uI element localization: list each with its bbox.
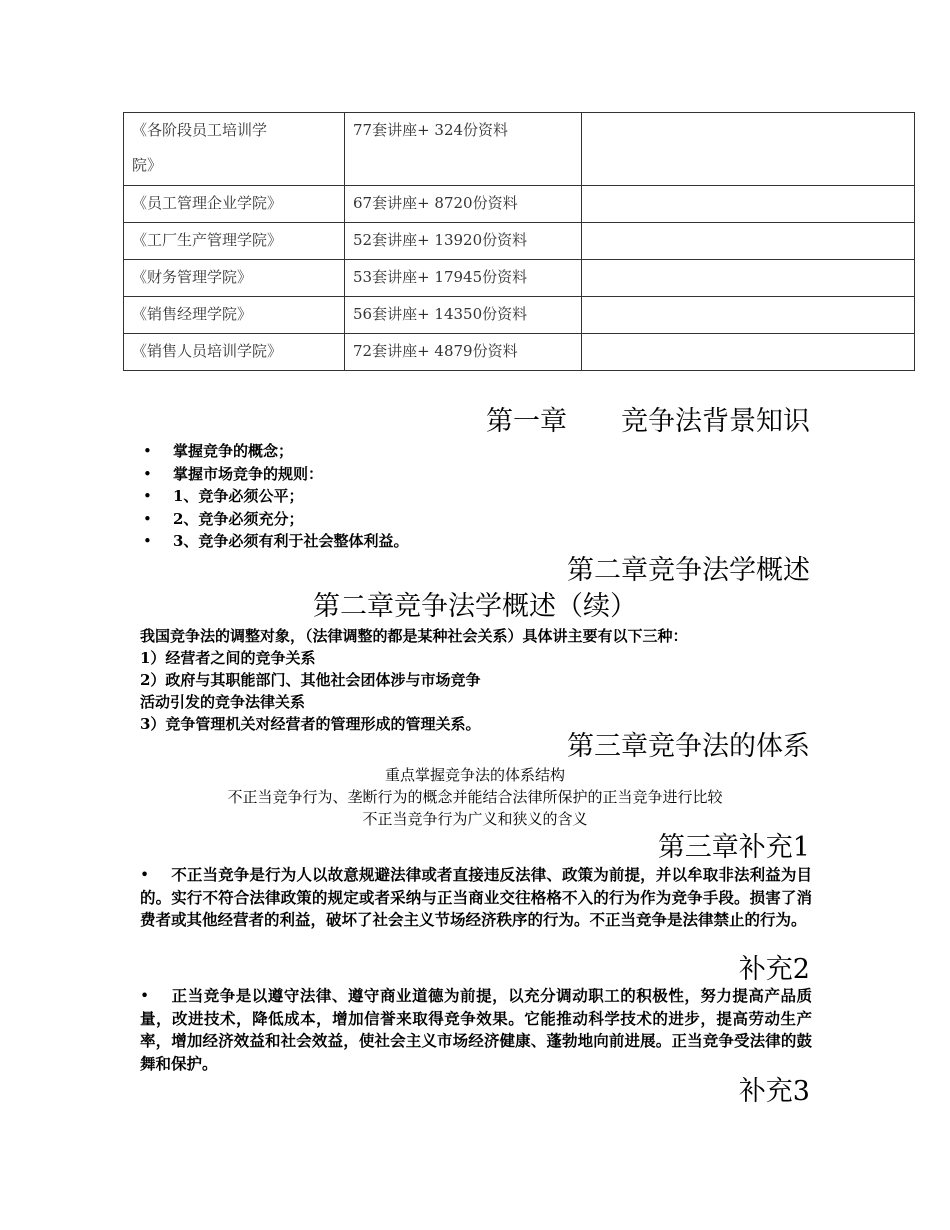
- chapter2-continued-title: 第二章竞争法学概述（续）: [313, 591, 637, 622]
- empty-cell: [582, 334, 915, 371]
- table-row: [124, 297, 915, 334]
- supplement1-paragraph: [140, 864, 812, 932]
- course-name-cell: 《销售经理学院》: [124, 297, 345, 334]
- bullet-icon: •: [140, 866, 150, 884]
- table-row: [124, 223, 915, 260]
- empty-cell: [582, 260, 915, 297]
- list-item: • 3、竞争必须有利于社会整体利益。: [143, 530, 408, 553]
- table-row: [124, 186, 915, 223]
- table-row: [124, 113, 915, 186]
- course-name-line: 《各阶段员工培训学: [132, 121, 268, 139]
- text-line: 我国竞争法的调整对象，（法律调整的都是某种社会关系）具体讲主要有以下三种：: [140, 627, 688, 645]
- table-row: [124, 334, 915, 371]
- text-line: 3）竞争管理机关对经营者的管理形成的管理关系。: [140, 715, 481, 733]
- chapter3-title: 第三章竞争法的体系: [567, 731, 810, 762]
- supplement3-title: 补充3: [738, 1076, 810, 1107]
- course-name-line: 院》: [132, 156, 163, 174]
- course-name-cell: [124, 113, 345, 186]
- list-item: • 掌握竞争的概念；: [143, 440, 408, 463]
- chapter3-supplement1-title: 第三章补充1: [657, 832, 810, 863]
- chapter2-title: 第二章竞争法学概述: [567, 555, 810, 586]
- course-name-cell: 《工厂生产管理学院》: [124, 223, 345, 260]
- chapter2-body: [140, 625, 688, 735]
- paragraph-text: 不正当竞争是行为人以故意规避法律或者直接违反法律、政策为前提，并以牟取非法利益为目的。实行不符合法律政策的规定或者采纳与正当商业交往格格不入的行为作为竞争手段。损害了消费者或其他经营者的利益，破坏了社会主义节场经济秩序的行为。不正当竞争是法律禁止的行为。: [140, 865, 812, 929]
- course-count-cell: 67套讲座+ 8720份资料: [345, 186, 582, 223]
- text-line: 1）经营者之间的竞争关系: [140, 649, 316, 667]
- course-count-cell: 72套讲座+ 4879份资料: [345, 334, 582, 371]
- chapter3-key-points: [0, 764, 950, 830]
- list-item: • 掌握市场竞争的规则：: [143, 463, 408, 486]
- supplement2-title: 补充2: [738, 954, 810, 985]
- chapter1-title: 第一章 竞争法背景知识: [486, 406, 810, 437]
- paragraph-text: 正当竞争是以遵守法律、遵守商业道德为前提，以充分调动职工的积极性，努力提高产品质量，改进技术，降低成本，增加信誉来取得竞争效果。它能推动科学技术的进步，提高劳动生产率，增加经济效益和社会效益，使社会主义市场经济健康、蓬勃地向前进展。正当竞争受法律的鼓舞和保护。: [140, 986, 812, 1073]
- course-name-cell: 《财务管理学院》: [124, 260, 345, 297]
- text-line: 不正当竞争行为广义和狭义的含义: [362, 810, 588, 828]
- course-count-cell: 53套讲座+ 17945份资料: [345, 260, 582, 297]
- empty-cell: [582, 297, 915, 334]
- text-line: 重点掌握竞争法的体系结构: [384, 766, 565, 784]
- table-row: [124, 260, 915, 297]
- course-count-cell: 52套讲座+ 13920份资料: [345, 223, 582, 260]
- chapter1-bullet-list: [143, 440, 408, 553]
- text-line: 不正当竞争行为、垄断行为的概念并能结合法律所保护的正当竞争进行比较: [227, 788, 723, 806]
- course-count-cell: 56套讲座+ 14350份资料: [345, 297, 582, 334]
- empty-cell: [582, 113, 915, 186]
- list-item: • 2、竞争必须充分；: [143, 508, 408, 531]
- empty-cell: [582, 186, 915, 223]
- list-item: • 1、竞争必须公平；: [143, 485, 408, 508]
- course-name-cell: 《员工管理企业学院》: [124, 186, 345, 223]
- course-count-cell: 77套讲座+ 324份资料: [345, 113, 582, 186]
- text-line: 2）政府与其职能部门、其他社会团体涉与市场竞争: [140, 671, 481, 689]
- course-catalog-table: [123, 112, 915, 371]
- text-line: 活动引发的竞争法律关系: [140, 693, 306, 711]
- empty-cell: [582, 223, 915, 260]
- course-name-cell: 《销售人员培训学院》: [124, 334, 345, 371]
- bullet-icon: •: [140, 987, 150, 1005]
- supplement2-paragraph: [140, 985, 812, 1075]
